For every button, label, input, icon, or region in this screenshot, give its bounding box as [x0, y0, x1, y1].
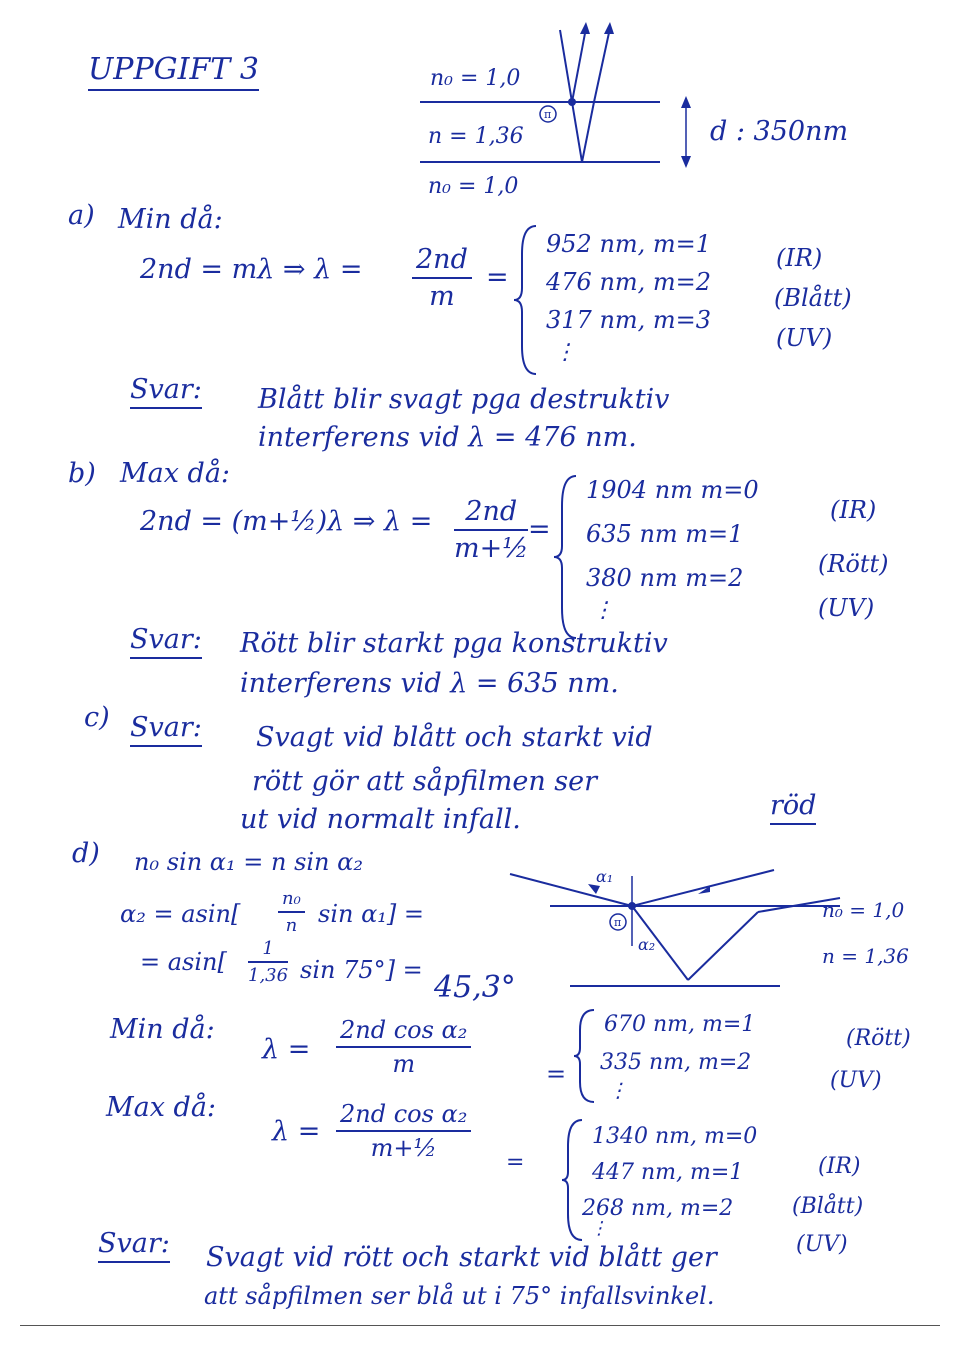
- part-b-answer-label: Svar:: [130, 624, 202, 659]
- arrow-up-icon: [604, 22, 614, 34]
- film-diagram-top: [420, 20, 700, 170]
- fraction-denominator: m: [392, 1050, 416, 1078]
- thickness-label: d : 350nm: [710, 116, 849, 147]
- n0-top-label: n₀ = 1,0: [430, 66, 521, 91]
- part-c-line-3: ut vid normalt infall.: [240, 804, 521, 835]
- brace-icon: [560, 1118, 588, 1242]
- part-b-fraction: [454, 496, 528, 564]
- part-d-letter: d): [72, 838, 100, 869]
- fraction-denominator: 1,36: [248, 965, 289, 986]
- equals-sign: =: [528, 514, 551, 545]
- part-d-answer-line-1: Svagt vid rött och starkt vid blått ger: [206, 1242, 717, 1273]
- part-a-heading: Min då:: [118, 204, 223, 235]
- reflected-inner-ray: [688, 912, 758, 980]
- case-d-max-tag-3: (UV): [796, 1232, 848, 1257]
- part-d-answer-line-2: att såpfilmen ser blå ut i 75° infallsvinkel.: [204, 1282, 715, 1310]
- assignment-title: UPPGIFT 3: [88, 52, 259, 91]
- alpha2-result: 45,3°: [434, 970, 516, 1005]
- incident-ray: [510, 874, 632, 906]
- alpha2-label: α₂: [638, 935, 656, 954]
- part-a-letter: a): [68, 200, 95, 231]
- fraction-numerator: 1: [248, 938, 288, 963]
- case-d-min-value-2: 335 nm, m=2: [600, 1050, 752, 1075]
- arrow-down-icon: [681, 156, 691, 168]
- part-d-answer-label: Svar:: [98, 1228, 170, 1263]
- case-d-min-more: ⋮: [608, 1078, 628, 1102]
- reflection-point: [628, 902, 636, 910]
- case-a-more: ⋮: [554, 340, 576, 365]
- case-d-max-value-3: 268 nm, m=2: [582, 1196, 734, 1221]
- alpha2-line-2-rest: sin 75°] =: [300, 956, 423, 984]
- case-b-tag-1: (IR): [830, 496, 877, 524]
- incident-ray: [560, 30, 572, 102]
- part-d-min-lhs: λ =: [262, 1034, 311, 1065]
- case-a-tag-3: (UV): [776, 324, 833, 352]
- part-d-min-fraction: [336, 1016, 471, 1078]
- reflected-ray: [582, 102, 594, 162]
- case-a-value-3: 317 nm, m=3: [546, 306, 712, 334]
- case-d-min-tag-2: (UV): [830, 1068, 882, 1093]
- case-d-min-tag-1: (Rött): [846, 1026, 911, 1051]
- part-a-fraction: [412, 244, 472, 312]
- case-b-value-3: 380 nm m=2: [586, 564, 744, 592]
- snell-law: n₀ sin α₁ = n sin α₂: [134, 848, 363, 876]
- equals-sign: =: [546, 1060, 567, 1088]
- brace-icon: [552, 474, 582, 640]
- equals-sign: =: [486, 262, 509, 293]
- part-c-answer-label: Svar:: [130, 712, 202, 747]
- case-d-max-value-2: 447 nm, m=1: [592, 1160, 744, 1185]
- diagram-n0-label: n₀ = 1,0: [822, 898, 905, 922]
- refracted-ray: [572, 102, 582, 162]
- case-b-more: ⋮: [592, 598, 614, 623]
- fraction-numerator: 2nd cos α₂: [336, 1100, 471, 1132]
- reflected-out-ray: [572, 28, 586, 102]
- part-b-letter: b): [68, 458, 96, 489]
- transmitted-out-ray: [594, 28, 610, 102]
- part-d-max-lhs: λ =: [272, 1116, 321, 1147]
- case-a-tag-2: (Blått): [774, 284, 852, 312]
- reflection-point: [568, 98, 576, 106]
- part-c-letter: c): [84, 702, 110, 733]
- pi-icon: π: [544, 108, 552, 121]
- alpha2-line-2-lhs: = asin[: [140, 948, 227, 976]
- page-bottom-rule: [20, 1325, 940, 1326]
- part-a-answer-label: Svar:: [130, 374, 202, 409]
- case-b-tag-3: (UV): [818, 594, 875, 622]
- brace-icon: [572, 1008, 600, 1104]
- case-d-max-value-1: 1340 nm, m=0: [592, 1124, 758, 1149]
- part-c-line-2: rött gör att såpfilmen ser: [252, 766, 598, 797]
- part-a-answer-line-2: interferens vid λ = 476 nm.: [258, 422, 637, 453]
- part-a-answer-line-1: Blått blir svagt pga destruktiv: [258, 384, 670, 415]
- part-a-equation: 2nd = mλ ⇒ λ =: [140, 254, 363, 285]
- part-d-max-heading: Max då:: [106, 1092, 217, 1123]
- brace-icon: [512, 224, 542, 376]
- part-d-max-fraction: [336, 1100, 471, 1162]
- n0-bottom-label: n₀ = 1,0: [428, 174, 519, 199]
- fraction-numerator: 2nd cos α₂: [336, 1016, 471, 1048]
- part-d-min-heading: Min då:: [110, 1014, 215, 1045]
- arrow-up-icon: [681, 96, 691, 108]
- case-a-value-2: 476 nm, m=2: [546, 268, 712, 296]
- n-film-label: n = 1,36: [428, 124, 524, 149]
- angled-incidence-diagram: [510, 862, 840, 992]
- diagram-n-label: n = 1,36: [822, 944, 909, 968]
- case-d-max-tag-2: (Blått): [792, 1194, 864, 1219]
- alpha2-fraction: [278, 888, 305, 936]
- part-b-equation: 2nd = (m+½)λ ⇒ λ =: [140, 506, 433, 537]
- alpha2-fraction-2: [248, 938, 288, 986]
- case-d-min-value-1: 670 nm, m=1: [604, 1012, 756, 1037]
- part-b-answer-line-2: interferens vid λ = 635 nm.: [240, 668, 619, 699]
- part-c-red-word: röd: [770, 790, 816, 825]
- fraction-denominator: m: [429, 281, 455, 312]
- case-a-tag-1: (IR): [776, 244, 823, 272]
- reflected-ray: [632, 870, 774, 906]
- fraction-numerator: 2nd: [454, 496, 528, 531]
- case-b-value-1: 1904 nm m=0: [586, 476, 759, 504]
- alpha2-line-1-lhs: α₂ = asin[: [120, 900, 241, 928]
- case-a-value-1: 952 nm, m=1: [546, 230, 712, 258]
- fraction-denominator: m+½: [454, 533, 529, 564]
- case-d-max-tag-1: (IR): [818, 1154, 861, 1179]
- fraction-numerator: 2nd: [412, 244, 472, 279]
- part-b-heading: Max då:: [120, 458, 231, 489]
- part-b-answer-line-1: Rött blir starkt pga konstruktiv: [240, 628, 668, 659]
- fraction-denominator: n: [285, 915, 298, 936]
- equals-sign: =: [506, 1150, 525, 1175]
- fraction-denominator: m+½: [370, 1134, 437, 1162]
- case-b-value-2: 635 nm m=1: [586, 520, 744, 548]
- case-b-tag-2: (Rött): [818, 550, 889, 578]
- part-c-line-1: Svagt vid blått och starkt vid: [256, 722, 653, 753]
- alpha1-label: α₁: [596, 867, 614, 886]
- fraction-numerator: n₀: [278, 888, 305, 913]
- pi-icon: π: [614, 916, 622, 929]
- alpha2-line-1-rest: sin α₁] =: [318, 900, 425, 928]
- case-d-max-more: ⋮: [590, 1218, 608, 1239]
- arrow-up-icon: [580, 22, 590, 34]
